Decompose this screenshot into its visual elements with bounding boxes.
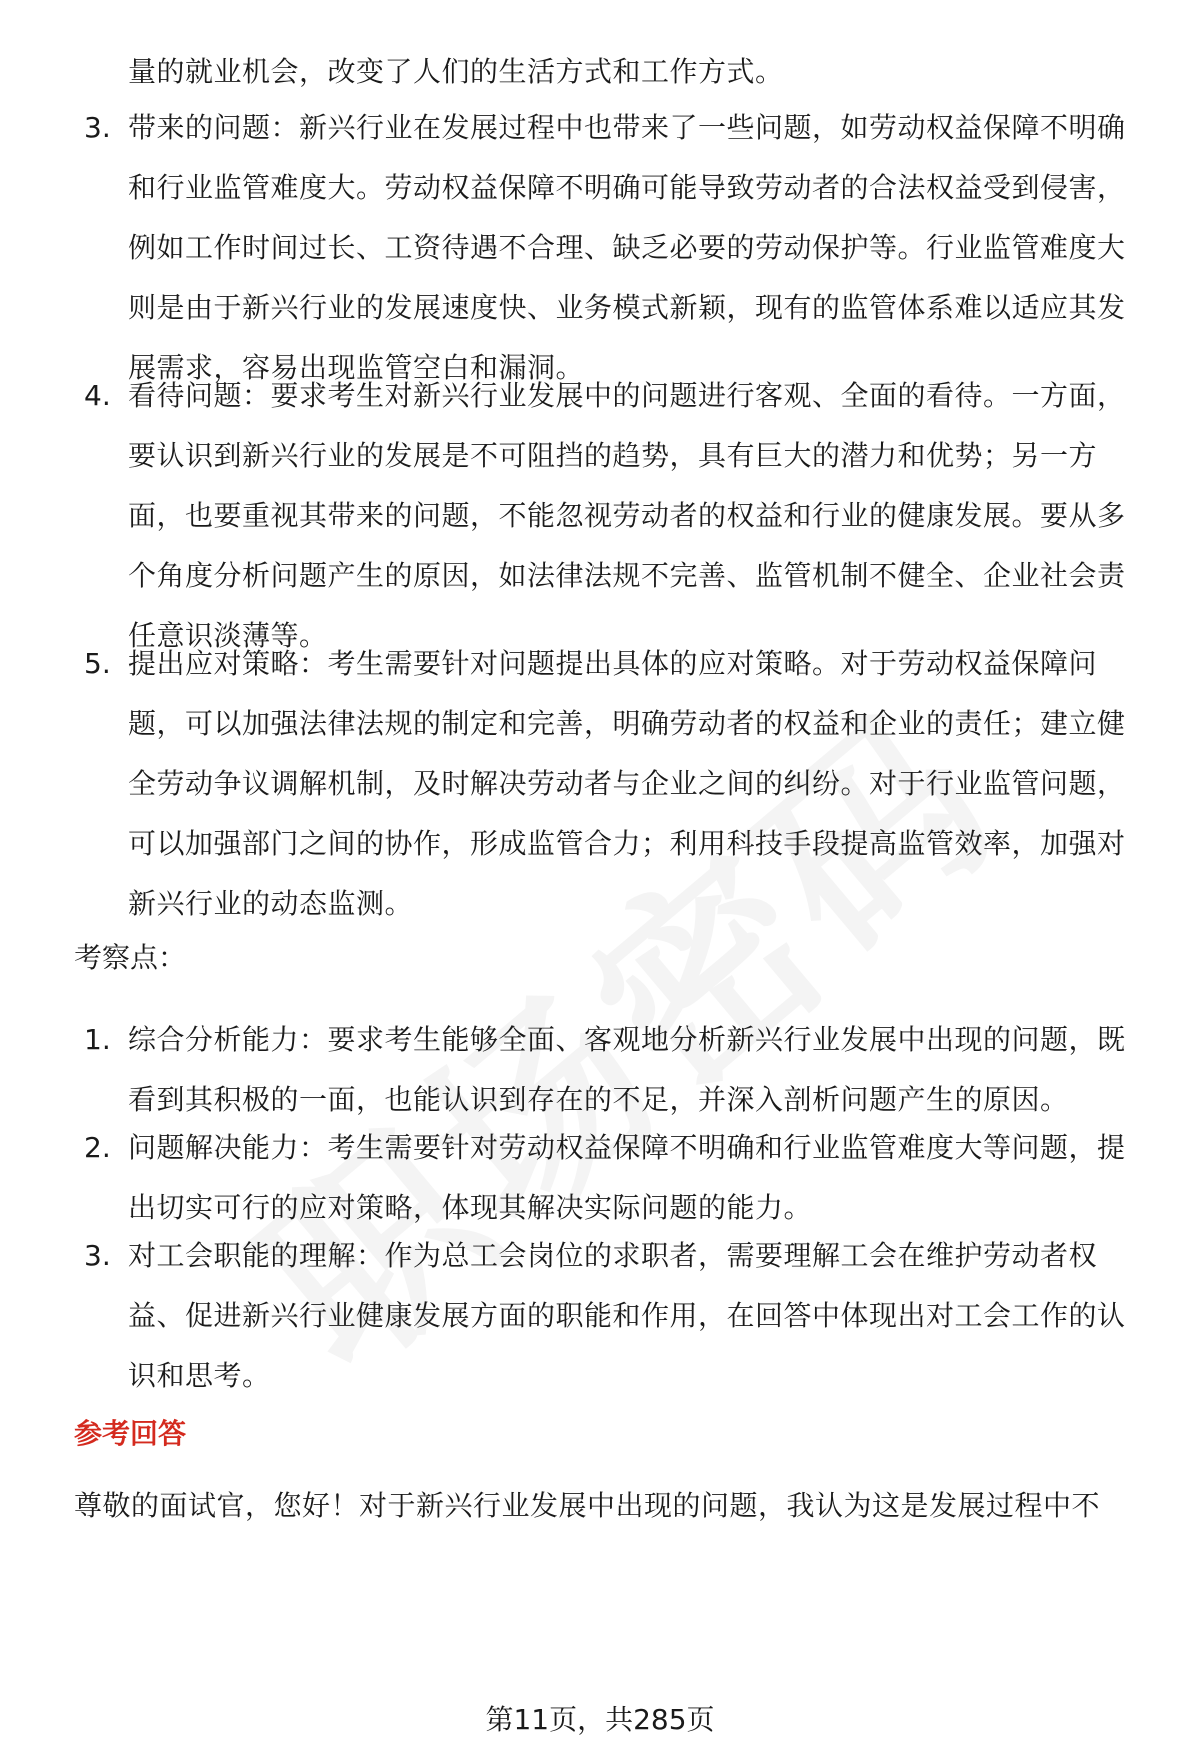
exam-point-2-number: 2. [84, 1131, 111, 1164]
item-5-text: 提出应对策略：考生需要针对问题提出具体的应对策略。对于劳动权益保障问题，可以加强法律法规的制定和完善，明确劳动者的权益和企业的责任；建立健全劳动争议调解机制，及时解决劳动者与企业之间的纠纷。对于行业监管问题，可以加强部门之间的协作，形成监管合力；利用科技手段提高监管效率，加强对新兴行业的动态监测。 [128, 647, 1126, 920]
continuation-line: 量的就业机会，改变了人们的生活方式和工作方式。 [128, 55, 784, 88]
item-4-number: 4. [84, 379, 111, 412]
exam-point-3-number: 3. [84, 1239, 111, 1272]
item-4-text: 看待问题：要求考生对新兴行业发展中的问题进行客观、全面的看待。一方面，要认识到新兴行业的发展是不可阻挡的趋势，具有巨大的潜力和优势；另一方面，也要重视其带来的问题，不能忽视劳动者的权益和行业的健康发展。要从多个角度分析问题产生的原因，如法律法规不完善、监管机制不健全、企业社会责任意识淡薄等。 [128, 379, 1126, 652]
item-3-number: 3. [84, 111, 111, 144]
exam-point-2-text: 问题解决能力：考生需要针对劳动权益保障不明确和行业监管难度大等问题，提出切实可行的应对策略，体现其解决实际问题的能力。 [128, 1131, 1126, 1224]
page-number-footer: 第11页，共285页 [485, 1703, 715, 1736]
item-5-number: 5. [84, 647, 111, 680]
item-3-text: 带来的问题：新兴行业在发展过程中也带来了一些问题，如劳动权益保障不明确和行业监管难度大。劳动权益保障不明确可能导致劳动者的合法权益受到侵害，例如工作时间过长、工资待遇不合理、缺乏必要的劳动保护等。行业监管难度大则是由于新兴行业的发展速度快、业务模式新颖，现有的监管体系难以适应其发展需求，容易出现监管空白和漏洞。 [128, 111, 1126, 384]
exam-point-1-text: 综合分析能力：要求考生能够全面、客观地分析新兴行业发展中出现的问题，既看到其积极的一面，也能认识到存在的不足，并深入剖析问题产生的原因。 [128, 1023, 1126, 1116]
reference-answer-first-line: 尊敬的面试官，您好！对于新兴行业发展中出现的问题，我认为这是发展过程中不 [74, 1489, 1101, 1522]
reference-answer-heading: 参考回答 [74, 1417, 187, 1450]
exam-points-label: 考察点： [74, 941, 187, 974]
exam-point-3-text: 对工会职能的理解：作为总工会岗位的求职者，需要理解工会在维护劳动者权益、促进新兴行业健康发展方面的职能和作用，在回答中体现出对工会工作的认识和思考。 [128, 1239, 1126, 1392]
exam-point-1-number: 1. [84, 1023, 111, 1056]
